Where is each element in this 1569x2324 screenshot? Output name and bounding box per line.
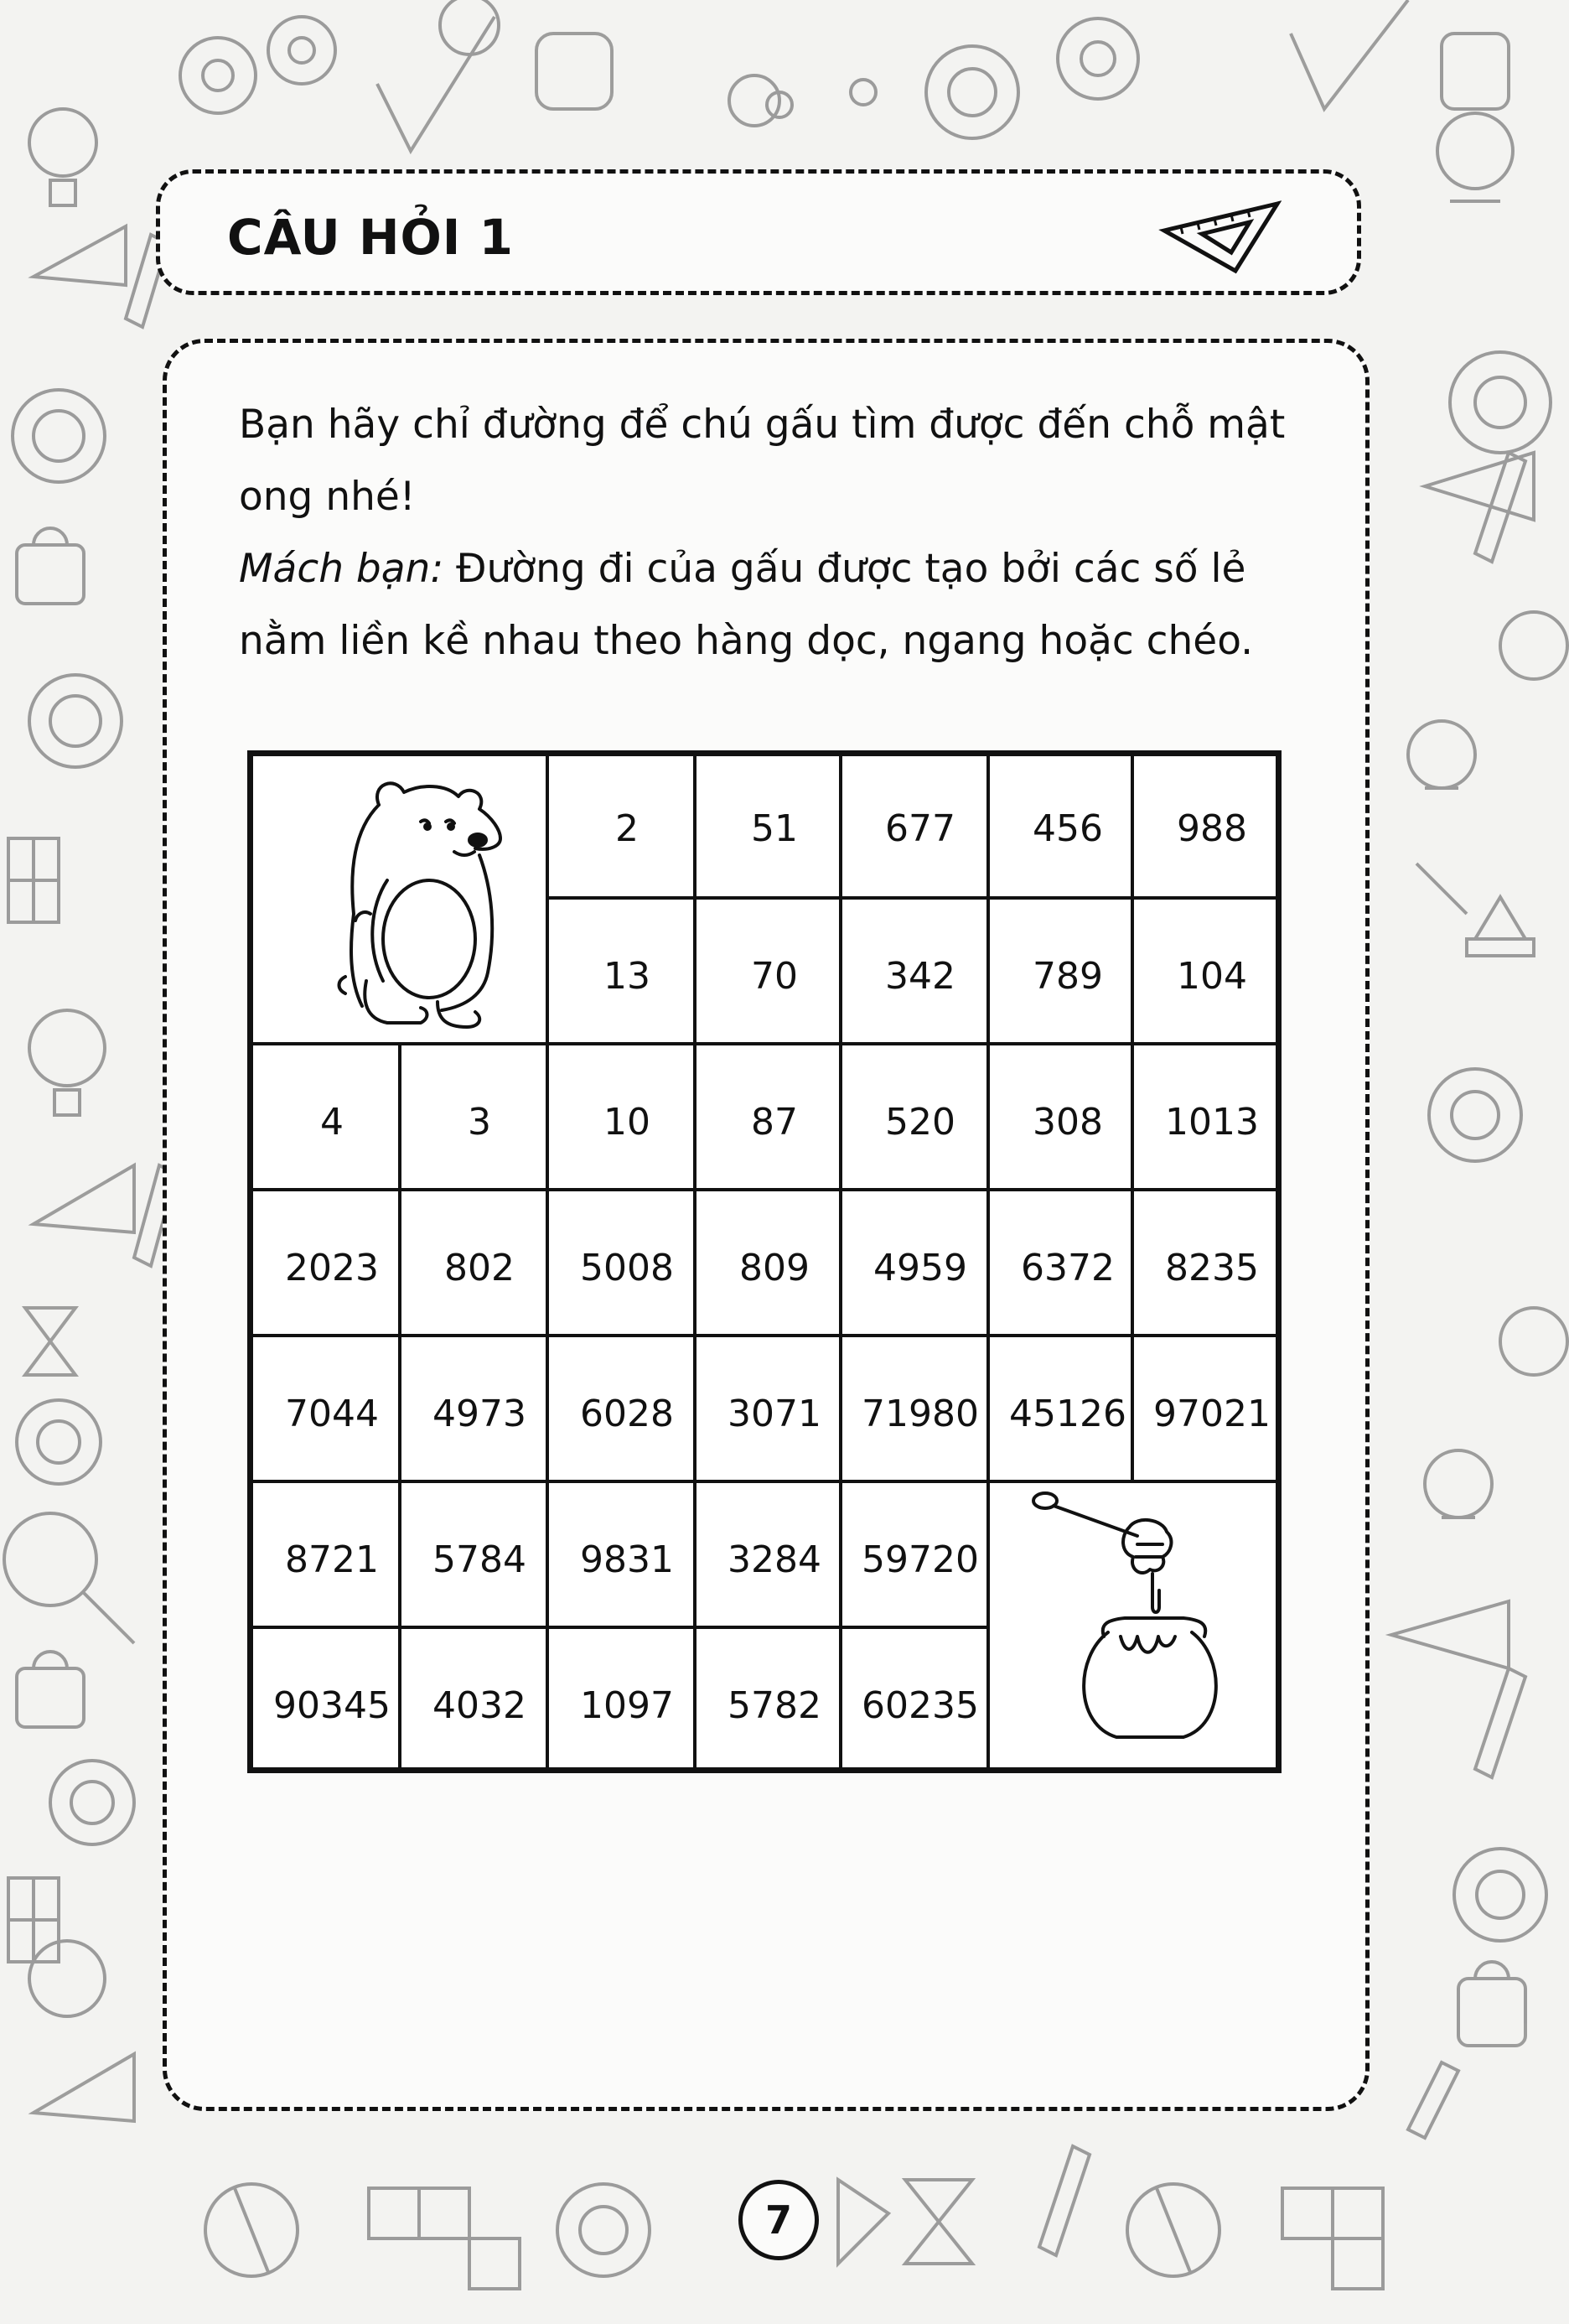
- maze-cell[interactable]: 308: [1033, 1100, 1103, 1144]
- maze-cell[interactable]: 7044: [285, 1392, 379, 1435]
- maze-cell[interactable]: 6028: [580, 1392, 674, 1435]
- instruction-text: Bạn hãy chỉ đường để chú gấu tìm được đến chỗ mật ong nhé!: [239, 402, 1286, 520]
- maze-cell[interactable]: 520: [885, 1100, 955, 1144]
- maze-cell[interactable]: 3071: [728, 1392, 821, 1435]
- maze-cell[interactable]: 4959: [873, 1246, 967, 1289]
- maze-cell[interactable]: 8721: [285, 1538, 379, 1581]
- maze-cell[interactable]: 342: [885, 954, 955, 998]
- bear-icon: [320, 771, 505, 1040]
- maze-cell[interactable]: 5008: [580, 1246, 674, 1289]
- maze-cell[interactable]: 5784: [432, 1538, 526, 1581]
- maze-cell[interactable]: 2023: [285, 1246, 379, 1289]
- maze-cell[interactable]: 60235: [862, 1683, 979, 1727]
- maze-cell[interactable]: 97021: [1153, 1392, 1271, 1435]
- maze-cell[interactable]: 789: [1033, 954, 1103, 998]
- maze-cell[interactable]: 3284: [728, 1538, 821, 1581]
- maze-cell[interactable]: 71980: [862, 1392, 979, 1435]
- maze-cell[interactable]: 809: [739, 1246, 810, 1289]
- maze-cell[interactable]: 87: [751, 1100, 798, 1144]
- hint-label: Mách bạn:: [239, 546, 444, 592]
- maze-cell[interactable]: 8235: [1165, 1246, 1259, 1289]
- question-text: [239, 389, 1328, 677]
- maze-cell[interactable]: 70: [751, 954, 798, 998]
- maze-cell[interactable]: 4032: [432, 1683, 526, 1727]
- maze-cell[interactable]: 90345: [273, 1683, 391, 1727]
- hint-text: Đường đi của gấu được tạo bởi các số lẻ nằm liền kề nhau theo hàng dọc, ngang hoặc chéo.: [239, 546, 1254, 664]
- question-title: CÂU HỎI 1: [227, 209, 514, 266]
- page-number: 7: [738, 2180, 819, 2260]
- maze-cell[interactable]: 5782: [728, 1683, 821, 1727]
- maze-cell[interactable]: 45126: [1009, 1392, 1126, 1435]
- maze-cell[interactable]: 6372: [1021, 1246, 1115, 1289]
- maze-cell[interactable]: 1013: [1165, 1100, 1259, 1144]
- maze-cell[interactable]: 51: [751, 807, 798, 850]
- maze-cell[interactable]: 677: [885, 807, 955, 850]
- maze-cell[interactable]: 456: [1033, 807, 1103, 850]
- honey-pot-icon: [1012, 1477, 1230, 1746]
- maze-cell[interactable]: 59720: [862, 1538, 979, 1581]
- maze-cell[interactable]: 104: [1177, 954, 1247, 998]
- maze-cell[interactable]: 802: [444, 1246, 515, 1289]
- triangle-ruler-icon: [1156, 197, 1282, 274]
- question-header: [156, 169, 1361, 295]
- maze-cell[interactable]: 13: [603, 954, 650, 998]
- maze-cell[interactable]: 1097: [580, 1683, 674, 1727]
- maze-cell[interactable]: 3: [468, 1100, 491, 1144]
- maze-cell[interactable]: 988: [1177, 807, 1247, 850]
- maze-cell[interactable]: 4973: [432, 1392, 526, 1435]
- hint-paragraph: [239, 533, 1328, 677]
- maze-cell[interactable]: 4: [320, 1100, 344, 1144]
- number-maze-grid: [247, 750, 1282, 1773]
- maze-cell[interactable]: 10: [603, 1100, 650, 1144]
- maze-cell[interactable]: 2: [615, 807, 639, 850]
- maze-cell[interactable]: 9831: [580, 1538, 674, 1581]
